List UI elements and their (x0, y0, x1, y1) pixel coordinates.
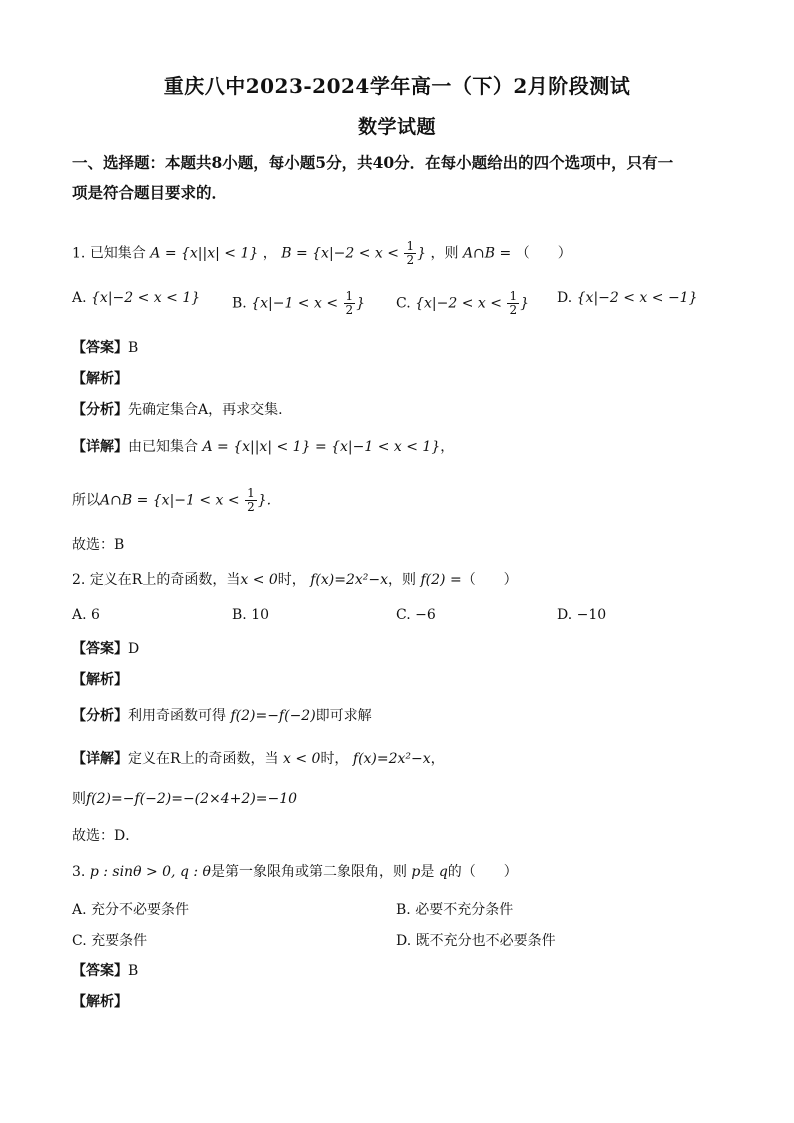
q1-option-d: D. {x|−2 < x < −1} (557, 290, 698, 306)
page-title: 重庆八中2023-2024学年高一（下）2月阶段测试 (163, 74, 631, 98)
q2-answer: 【答案】D (72, 641, 140, 657)
q1-fenxi: 【分析】先确定集合A，再求交集. (72, 402, 283, 418)
question-3: 3. p : sinθ > 0, q : θ是第一象限角或第二象限角，则 p是 q的（ ） (72, 864, 518, 880)
q1-option-a: A. {x|−2 < x < 1} (72, 290, 201, 306)
q1-choose: 故选：B (72, 537, 125, 553)
q2-ze: 则f(2)=−f(−2)=−(2×4+2)=−10 (72, 791, 298, 807)
q1-xiangjie: 【详解】由已知集合 A = {x||x| < 1} = {x|−1 < x < 1}， (72, 439, 455, 455)
q2-option-c: C. −6 (396, 607, 436, 623)
section-heading: 一、选择题：本题共8小题，每小题5分，共40分．在每小题给出的四个选项中，只有一 项是符合题目要求的． (72, 153, 674, 202)
q2-xiangjie: 【详解】定义在R上的奇函数，当 x < 0时， f(x)=2x²−x， (72, 751, 445, 767)
q2-option-d: D. −10 (557, 607, 607, 623)
q2-option-b: B. 10 (232, 607, 270, 623)
fraction-half: $\frac{1}{2}$ (406, 239, 415, 267)
q3-option-c: C. 充要条件 (72, 933, 148, 949)
q2-analysis-label: 【解析】 (72, 672, 128, 688)
q3-option-d: D. 既不充分也不必要条件 (396, 933, 556, 949)
q3-option-a: A. 充分不必要条件 (72, 902, 190, 918)
q1-option-c: C. {x|−2 < x < $\frac{1}{2}$ } (396, 289, 530, 317)
q3-analysis-label: 【解析】 (72, 994, 128, 1010)
page-subtitle: 数学试题 (357, 116, 436, 138)
question-2: 2. 定义在R上的奇函数，当x < 0时， f(x)=2x²−x，则 f(2) =（ ） (72, 572, 518, 588)
q2-option-a: A. 6 (72, 607, 100, 623)
q3-option-b: B. 必要不充分条件 (396, 902, 514, 918)
q2-fenxi: 【分析】利用奇函数可得 f(2)=−f(−2)即可求解 (72, 708, 372, 724)
q1-suoyi: 所以A∩B = {x|−1 < x < $\frac{1}{2}$ }. (72, 486, 272, 514)
question-1: 1. 已知集合 A = {x||x| < 1} ， B = {x|−2 < x < $\frac{1}{2}$ } ，则 A∩B = （ ） (72, 239, 572, 267)
q1-analysis-label: 【解析】 (72, 371, 128, 387)
q1-answer: 【答案】B (72, 340, 139, 356)
q2-choose: 故选：D． (72, 828, 140, 844)
q3-answer: 【答案】B (72, 963, 139, 979)
q1-option-b: B. {x|−1 < x < $\frac{1}{2}$ } (232, 289, 366, 317)
